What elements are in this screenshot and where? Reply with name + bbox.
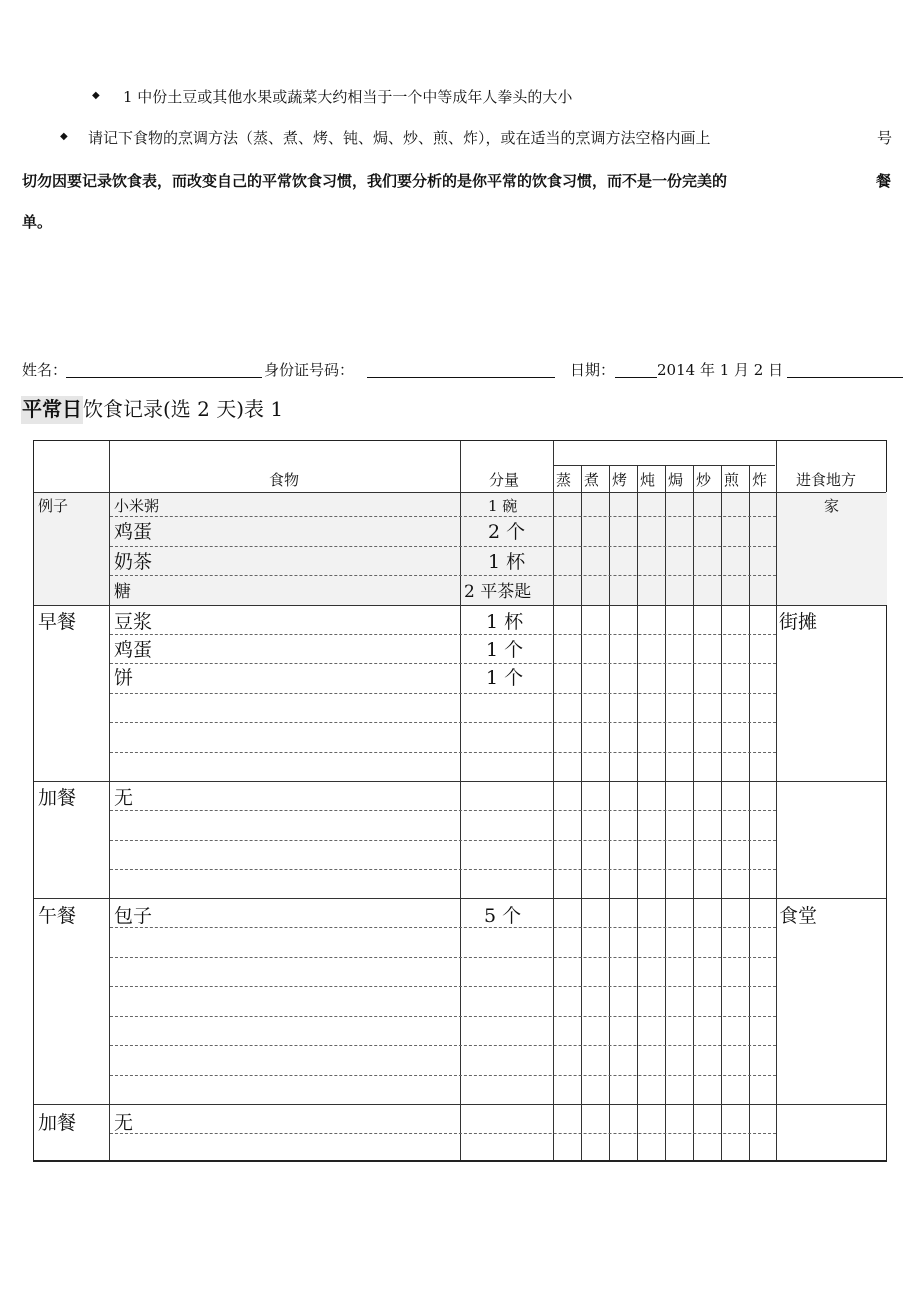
name-field[interactable] (66, 377, 262, 378)
header-method-deep-fry: 炸 (752, 471, 768, 489)
meal-label-snack-1: 加餐 (38, 787, 77, 809)
header-place: 进食地方 (796, 471, 857, 489)
meal-label-breakfast: 早餐 (38, 611, 77, 633)
amount-cell: 1 碗 (488, 497, 518, 515)
header-method-stew: 炖 (640, 471, 656, 489)
date-value: 2014 年 1 月 2 日 (657, 361, 784, 379)
note-portion-size: 1 中份土豆或其他水果或蔬菜大约相当于一个中等成年人拳头的大小 (123, 88, 573, 106)
table-title (21, 393, 283, 422)
food-cell: 包子 (114, 905, 153, 927)
header-method-bake: 焗 (668, 471, 684, 489)
place-lunch: 食堂 (779, 905, 818, 927)
bullet-icon: ◆ (92, 90, 100, 101)
food-cell: 奶茶 (114, 551, 153, 573)
meal-label-lunch: 午餐 (38, 905, 77, 927)
food-cell: 鸡蛋 (114, 521, 153, 543)
amount-cell: 1 个 (486, 667, 524, 689)
header-method-boil: 煮 (584, 471, 600, 489)
date-label: 日期： (570, 361, 616, 379)
diet-record-table (33, 440, 887, 1162)
meal-label-snack-2: 加餐 (38, 1112, 77, 1134)
header-amount: 分量 (489, 471, 520, 489)
food-cell: 糖 (114, 582, 131, 602)
warning-line-end: 餐 (876, 172, 892, 190)
warning-line: 切勿因要记录饮食表，而改变自己的平常饮食习惯，我们要分析的是你平常的饮食习惯，而不是一份完美的 (22, 172, 728, 190)
id-field[interactable] (367, 377, 555, 378)
amount-cell: 1 杯 (486, 611, 524, 633)
food-cell: 小米粥 (114, 497, 160, 515)
header-method-stirfry: 炒 (696, 471, 712, 489)
name-label: 姓名： (22, 361, 68, 379)
header-method-roast: 烤 (612, 471, 628, 489)
note-cooking-method-end: 号 (877, 129, 893, 147)
amount-cell: 2 个 (488, 521, 526, 543)
date-blank-line (615, 377, 657, 378)
place-example: 家 (824, 497, 840, 515)
food-cell: 无 (114, 1112, 134, 1134)
title-highlight: 平常日 (21, 396, 83, 424)
warning-line-2: 单。 (22, 213, 53, 231)
meal-label-example: 例子 (38, 497, 69, 515)
food-cell: 无 (114, 787, 134, 809)
id-label: 身份证号码： (264, 361, 355, 379)
header-food: 食物 (269, 471, 300, 489)
bullet-icon: ◆ (60, 131, 68, 142)
food-cell: 鸡蛋 (114, 639, 153, 661)
note-cooking-method: 请记下食物的烹调方法（蒸、煮、烤、钝、焗、炒、煎、炸），或在适当的烹调方法空格内画上 (88, 129, 711, 147)
place-breakfast: 街摊 (779, 611, 818, 633)
amount-cell: 1 个 (486, 639, 524, 661)
food-cell: 饼 (114, 667, 134, 689)
header-method-steam: 蒸 (556, 471, 572, 489)
food-cell: 豆浆 (114, 611, 153, 633)
header-method-pan-fry: 煎 (724, 471, 740, 489)
amount-cell: 1 杯 (488, 551, 526, 573)
date-trailing-line (787, 377, 903, 378)
amount-cell: 2 平茶匙 (464, 582, 532, 602)
title-rest: 饮食记录(选 2 天)表 1 (83, 397, 284, 421)
amount-cell: 5 个 (484, 905, 522, 927)
